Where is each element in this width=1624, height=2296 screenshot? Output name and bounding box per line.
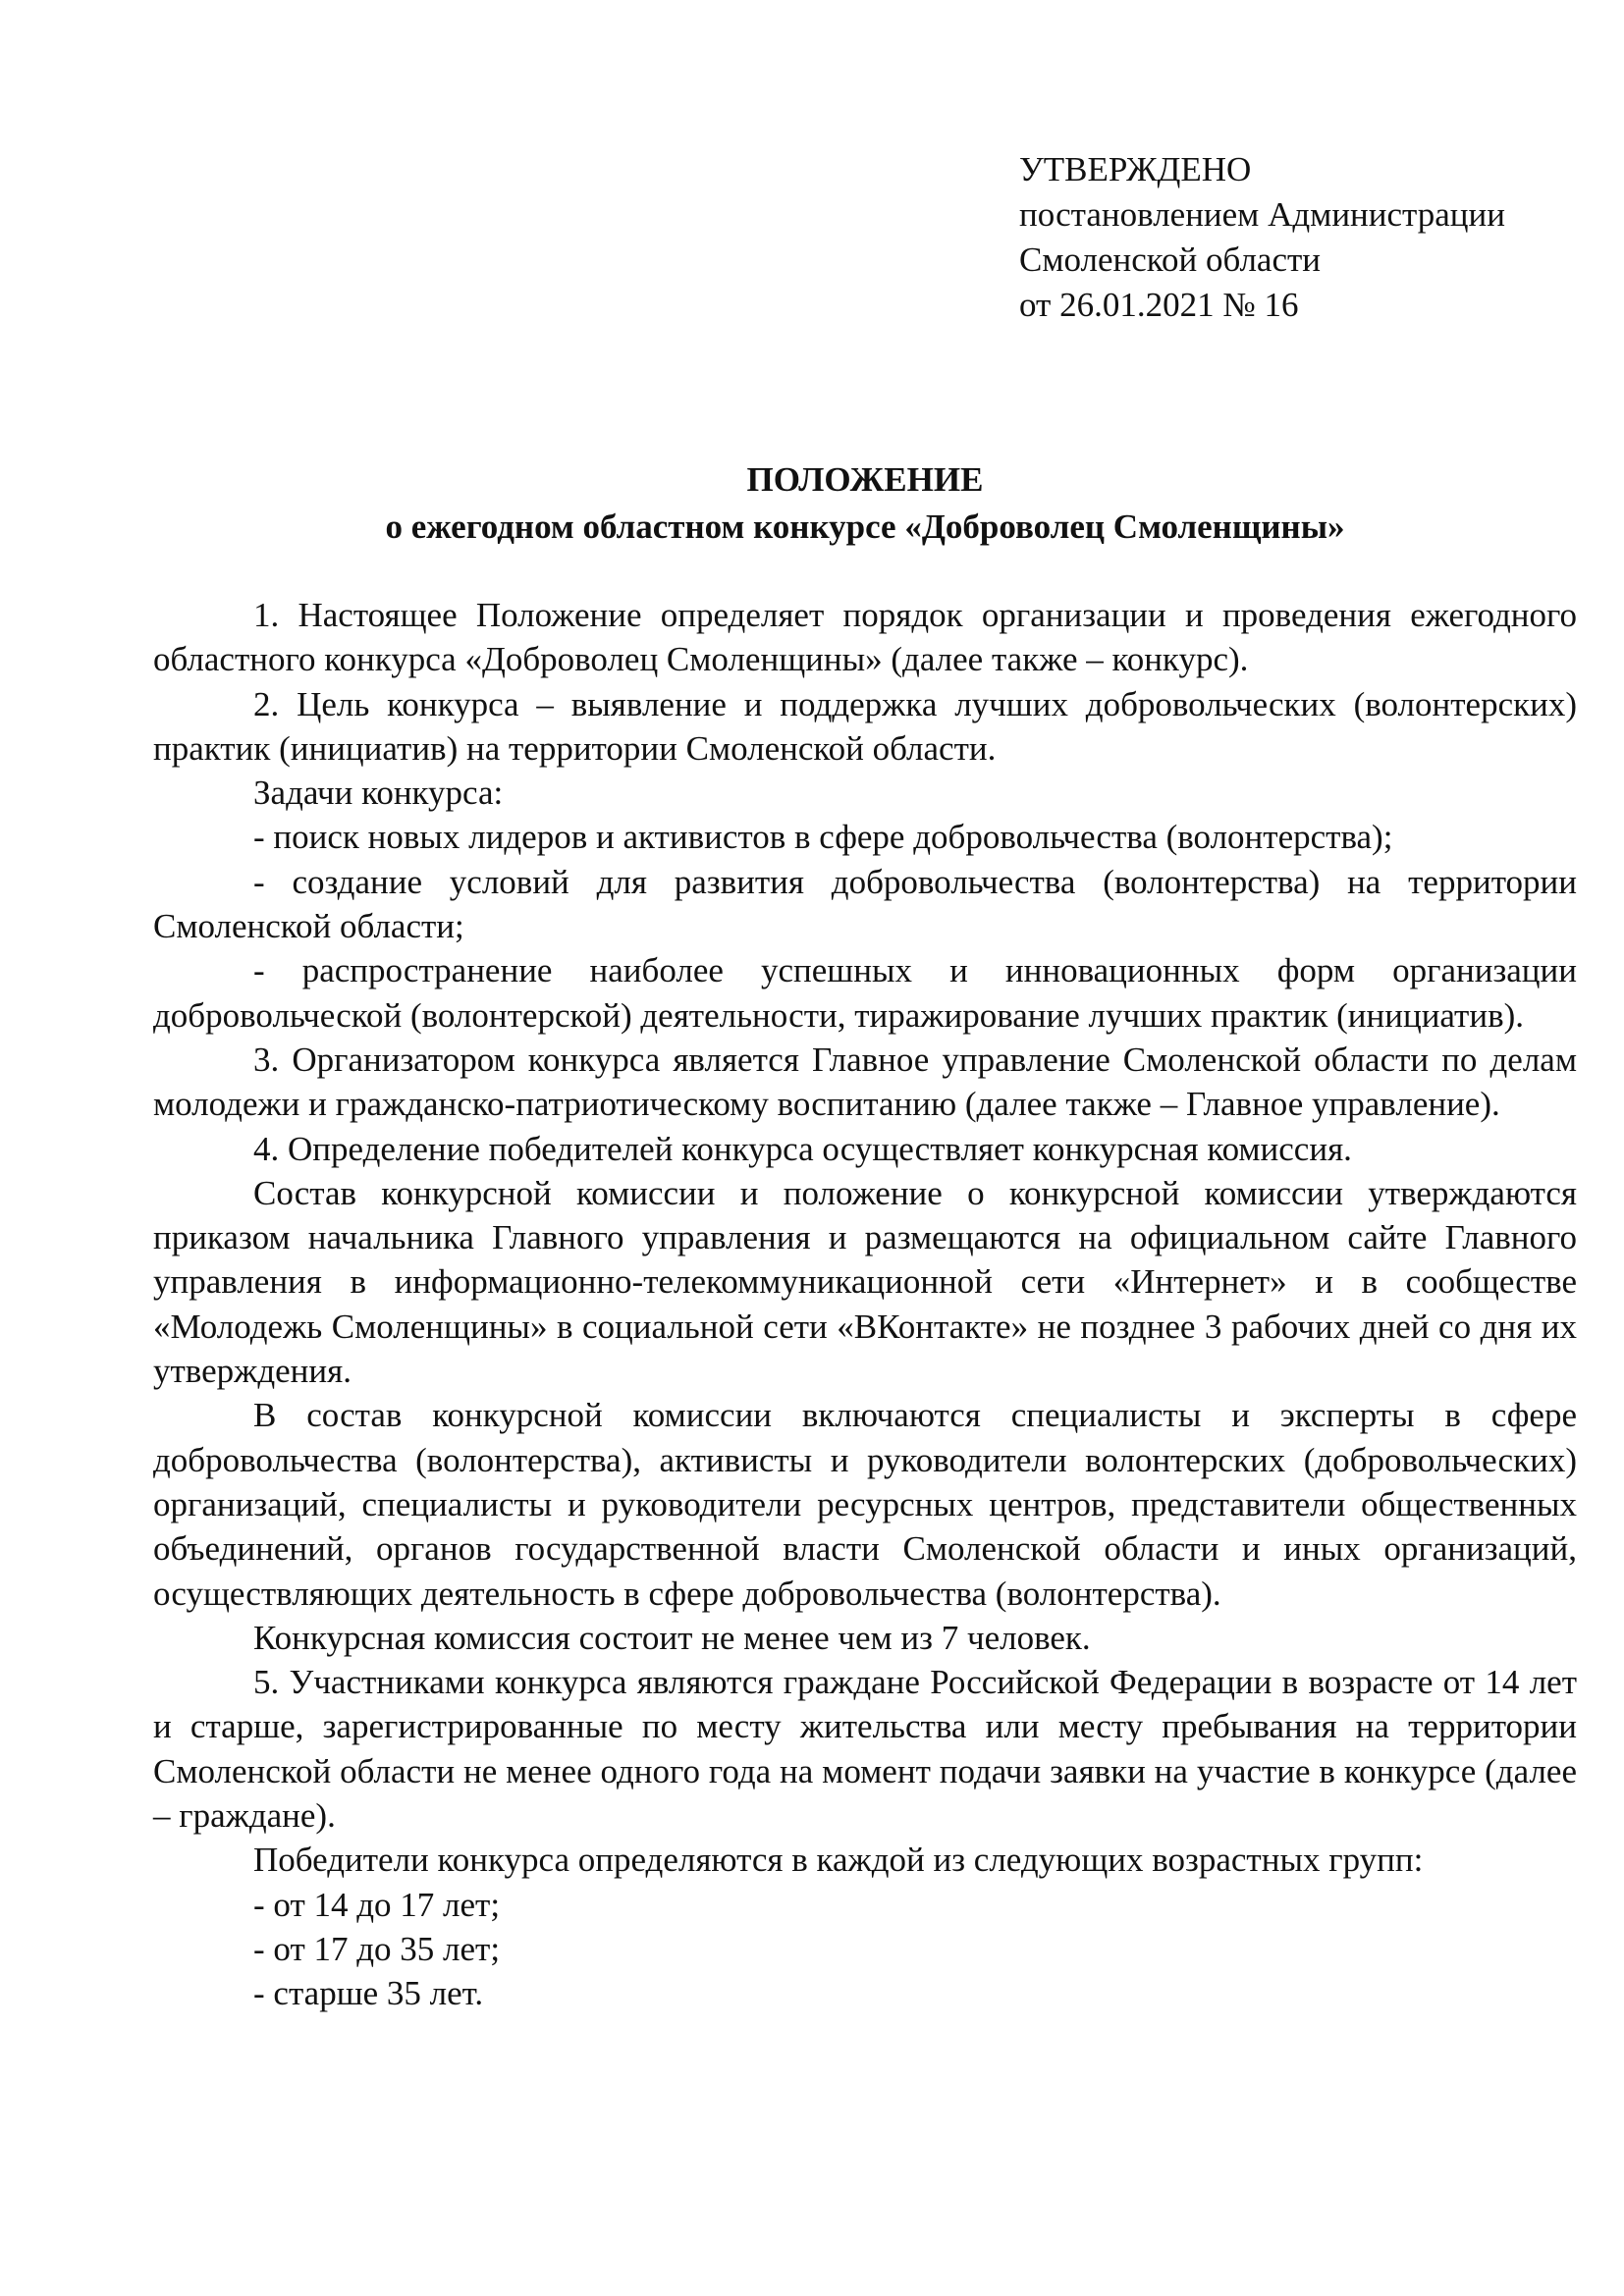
paragraph-commission-composition: Состав конкурсной комиссии и положение о конкурсной комиссии утверждаются приказом начальника Главного управления и размещаются на официальном сайте Главного управления в информационно-телекоммуникационной сети «Интернет» и в сообществе «Молодежь Смоленщины» в социальной сети «ВКонтакте» не позднее 3 рабочих дней со дня их утверждения.: [153, 1173, 1577, 1391]
paragraph-1: 1. Настоящее Положение определяет порядок организации и проведения ежегодного областного конкурса «Доброволец Смоленщины» (далее также – конкурс).: [153, 596, 1577, 679]
approval-line-approved: УТВЕРЖДЕНО: [1019, 150, 1252, 188]
document-body: [153, 593, 1577, 2016]
document-title: ПОЛОЖЕНИЕ: [746, 460, 984, 499]
paragraph-commission-size: Конкурсная комиссия состоит не менее чем из 7 человек.: [253, 1618, 1091, 1657]
paragraph-task-1: - поиск новых лидеров и активистов в сфере добровольчества (волонтерства);: [253, 818, 1393, 857]
document-subtitle: о ежегодном областном конкурсе «Доброволец Смоленщины»: [385, 507, 1345, 546]
approval-line-region: Смоленской области: [1019, 240, 1322, 279]
approval-stamp: [1019, 147, 1608, 328]
paragraph-age-groups-heading: Победители конкурса определяются в каждой из следующих возрастных групп:: [253, 1841, 1424, 1880]
paragraph-commission-members: В состав конкурсной комиссии включаются специалисты и эксперты в сфере добровольчества (волонтерства), активисты и руководители волонтерских (добровольческих) организаций, специалисты и руководители ресурсных центров, представители общественных объединений, органов государственной власти Смоленской области и иных организаций, осуществляющих деятельность в сфере добровольчества (волонтерства).: [153, 1396, 1577, 1613]
approval-line-decree: постановлением Администрации: [1019, 195, 1505, 234]
paragraph-5: 5. Участниками конкурса являются граждане Российской Федерации в возрасте от 14 лет и старше, зарегистрированные по месту жительства или месту пребывания на территории Смоленской области не менее одного года на момент подачи заявки на участие в конкурсе (далее – граждане).: [153, 1663, 1577, 1836]
document-title-block: [153, 456, 1577, 551]
paragraph-age-group-1: - от 14 до 17 лет;: [253, 1885, 501, 1924]
paragraph-age-group-2: - от 17 до 35 лет;: [253, 1929, 501, 1968]
paragraph-tasks-heading: Задачи конкурса:: [253, 774, 504, 813]
paragraph-task-3: - распространение наиболее успешных и инновационных форм организации добровольческой (волонтерской) деятельности, тиражирование лучших практик (инициатив).: [153, 951, 1577, 1035]
approval-line-date: от 26.01.2021 № 16: [1019, 286, 1299, 324]
paragraph-4: 4. Определение победителей конкурса осуществляет конкурсная комиссия.: [253, 1129, 1352, 1168]
paragraph-age-group-3: - старше 35 лет.: [253, 1974, 484, 2013]
paragraph-task-2: - создание условий для развития добровольчества (волонтерства) на территории Смоленской области;: [153, 862, 1577, 946]
paragraph-3: 3. Организатором конкурса является Главное управление Смоленской области по делам молодежи и гражданско-патриотическому воспитанию (далее также – Главное управление).: [153, 1040, 1577, 1124]
paragraph-2: 2. Цель конкурса – выявление и поддержка лучших добровольческих (волонтерских) практик (инициатив) на территории Смоленской области.: [153, 684, 1577, 768]
